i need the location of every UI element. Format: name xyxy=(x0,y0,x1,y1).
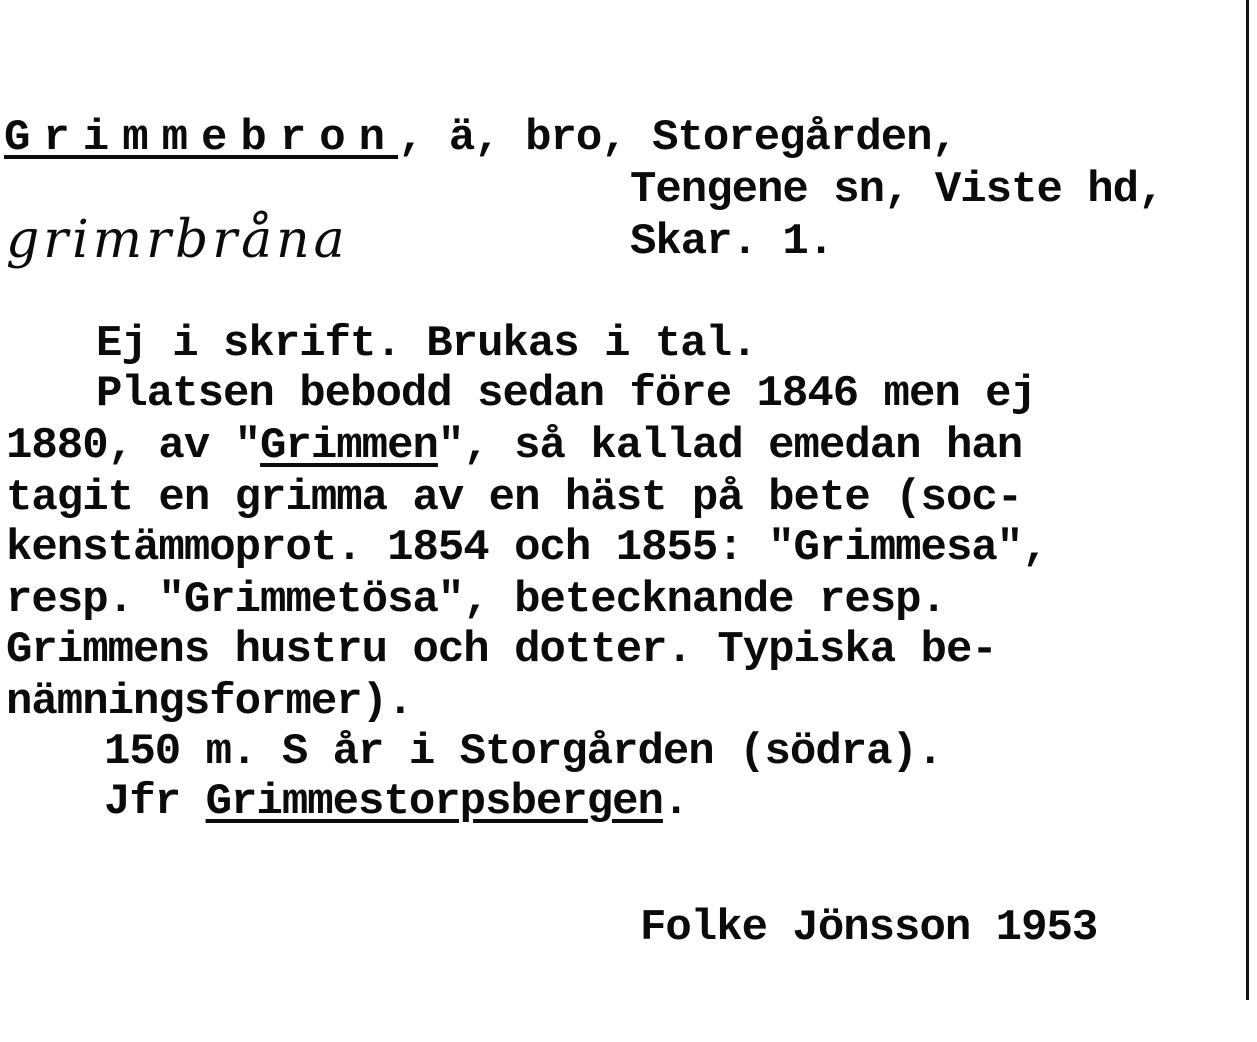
reference-link-grimmen: Grimmen xyxy=(260,421,438,471)
body-line-4: tagit en grimma av en häst på bete (soc- xyxy=(6,473,1023,523)
body-line-1: Ej i skrift. Brukas i tal. xyxy=(96,319,757,369)
body-line-5: kenstämmoprot. 1854 och 1855: "Grimmesa", xyxy=(6,523,1048,573)
header-line-1 xyxy=(4,112,957,164)
body-line-9: 150 m. S år i Storgården (södra). xyxy=(104,727,943,777)
body-line-10: Jfr Grimmestorpsbergen. xyxy=(104,777,689,827)
header-line-3: Skar. 1. xyxy=(630,217,834,267)
body-line-3: 1880, av "Grimmen", så kallad emedan han xyxy=(6,421,1023,471)
headword: Grimmebron xyxy=(4,113,399,163)
body-line-7: Grimmens hustru och dotter. Typiska be- xyxy=(6,625,997,675)
body-line-6: resp. "Grimmetösa", betecknande resp. xyxy=(6,575,946,625)
body-line-2: Platsen bebodd sedan före 1846 men ej xyxy=(96,369,1036,419)
headword-details: , ä, bro, Storegården, xyxy=(398,113,957,163)
handwritten-pronunciation: grimrbråna xyxy=(6,210,349,270)
signature: Folke Jönsson 1953 xyxy=(640,903,1098,953)
reference-link-grimmestorpsbergen: Grimmestorpsbergen xyxy=(205,777,663,827)
header-line-2: Tengene sn, Viste hd, xyxy=(630,165,1164,215)
body-line-8: nämningsformer). xyxy=(6,677,413,727)
card-edge-line xyxy=(1246,0,1249,1000)
